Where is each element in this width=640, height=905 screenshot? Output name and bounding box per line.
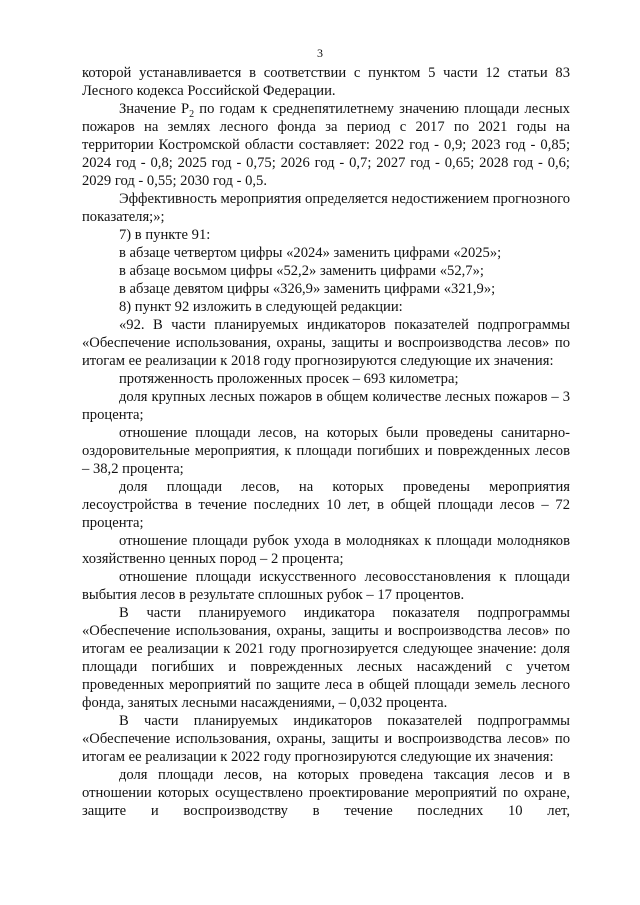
paragraph-item-7: 7) в пункте 91:	[119, 227, 211, 243]
paragraph-indicator-2: доля крупных лесных пожаров в общем количестве лесных пожаров – 3 процента;	[82, 389, 570, 423]
paragraph-indicator-4: доля площади лесов, на которых проведены мероприятия лесоустройства в течение последних 10 лет, в общей площади лесов – 72 процента;	[82, 479, 570, 531]
paragraph-92: «92. В части планируемых индикаторов показателей подпрограммы «Обеспечение использования, охраны, защиты и воспроизводства лесов» по итогам ее реализации к 2018 году прогнозируются следующие их значения:	[82, 317, 570, 369]
paragraph-indicator-6: отношение площади искусственного лесовосстановления к площади выбытия лесов в результате сплошных рубок – 17 процентов.	[82, 569, 570, 603]
paragraph-2021: В части планируемого индикатора показателя подпрограммы «Обеспечение использования, охраны, защиты и воспроизводства лесов» по итогам ее реализации к 2021 году прогнозируется следующее значение: доля площади погибших и поврежденных лесных насаждений с учетом проведенных мероприятий по защите леса в общей площади земель лесного фонда, занятых лесными насаждениями, – 0,032 процента.	[82, 605, 570, 711]
document-body	[82, 64, 570, 820]
paragraph-2022-indicator-1: доля площади лесов, на которых проведена таксация лесов и в отношении которых осуществлено проектирование мероприятий по охране, защите и воспроизводству в течение последних 10 лет,	[82, 767, 570, 819]
paragraph-indicator-1: протяженность проложенных просек – 693 километра;	[119, 371, 459, 387]
paragraph-item-7-b: в абзаце восьмом цифры «52,2» заменить цифрами «52,7»;	[119, 263, 484, 279]
paragraph-indicator-3: отношение площади лесов, на которых были проведены санитарно-оздоровительные мероприятия, к площади погибших и поврежденных лесов – 38,2 процента;	[82, 425, 570, 477]
paragraph-item-7-c: в абзаце девятом цифры «326,9» заменить цифрами «321,9»;	[119, 281, 496, 297]
paragraph-p2-value: Значение $Р_2$ по годам к среднепятилетнему значению площади лесных пожаров на землях лесного фонда за период с 2017 по 2021 годы на территории Костромской области составляет: 2022 год - 0,9; 2023 год - 0,85; 2024 год - 0,8; 2025 год - 0,75; 2026 год - 0,7; 2027 год - 0,65; 2028 год - 0,6; 2029 год - 0,55; 2030 год - 0,5.	[82, 101, 570, 189]
paragraph-item-7-a: в абзаце четвертом цифры «2024» заменить цифрами «2025»;	[119, 245, 502, 261]
paragraph-efficiency: Эффективность мероприятия определяется недостижением прогнозного показателя;»;	[82, 191, 570, 225]
paragraph-2022: В части планируемых индикаторов показателей подпрограммы «Обеспечение использования, охраны, защиты и воспроизводства лесов» по итогам ее реализации к 2022 году прогнозируются следующие их значения:	[82, 713, 570, 765]
paragraph-item-8: 8) пункт 92 изложить в следующей редакции:	[119, 299, 403, 315]
paragraph-indicator-5: отношение площади рубок ухода в молодняках к площади молодняков хозяйственно ценных пород – 2 процента;	[82, 533, 570, 567]
page-number: 3	[317, 46, 323, 60]
paragraph-1: которой устанавливается в соответствии с пунктом 5 части 12 статьи 83 Лесного кодекса Российской Федерации.	[82, 65, 570, 99]
